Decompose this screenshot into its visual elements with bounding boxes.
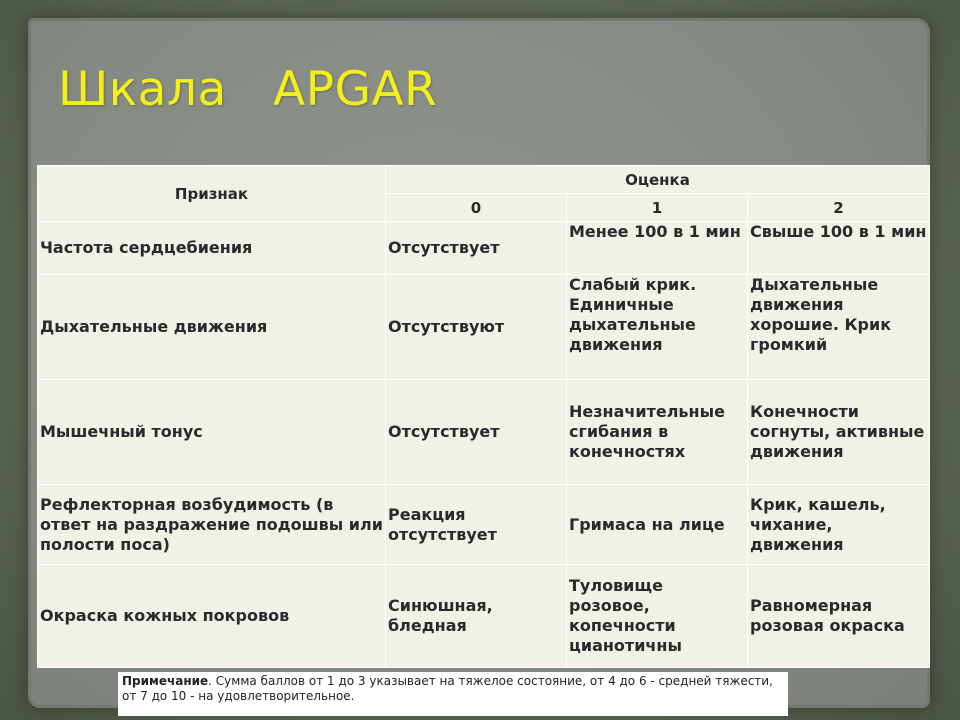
table-row [38, 380, 930, 485]
row-score-1: Туловище розовое, копечности цианотичны [567, 565, 748, 668]
row-sign: Рефлекторная возбудимость (в ответ на раздражение подошвы или полости поса) [38, 485, 386, 565]
row-sign: Дыхательные движения [38, 275, 386, 380]
note-box [118, 672, 788, 716]
row-score-0: Синюшная, бледная [386, 565, 567, 668]
header-score-2: 2 [748, 194, 930, 222]
header-score: Оценка [386, 166, 930, 194]
table-row [38, 222, 930, 275]
header-row [38, 166, 930, 194]
slide-title: Шкала APGAR [58, 62, 438, 117]
row-score-0: Отсутствуют [386, 275, 567, 380]
table-row [38, 275, 930, 380]
table-row [38, 485, 930, 565]
apgar-table [37, 165, 930, 668]
note-label: Примечание [122, 674, 209, 688]
row-score-2: Свыше 100 в 1 мин [748, 222, 930, 275]
table-row [38, 565, 930, 668]
row-score-2: Крик, кашель, чихание, движения [748, 485, 930, 565]
row-score-0: Отсутствует [386, 222, 567, 275]
row-sign: Мышечный тонус [38, 380, 386, 485]
row-score-2: Конечности согнуты, активные движения [748, 380, 930, 485]
row-score-1: Незначительные сгибания в конечностях [567, 380, 748, 485]
row-score-1: Менее 100 в 1 мин [567, 222, 748, 275]
row-score-0: Реакция отсутствует [386, 485, 567, 565]
row-sign: Частота сердцебиения [38, 222, 386, 275]
note-text: . Сумма баллов от 1 до 3 указывает на тяжелое состояние, от 4 до 6 - средней тяжести, от 7 до 10 - на удовлетворительное. [122, 674, 773, 703]
row-score-1: Гримаса на лице [567, 485, 748, 565]
row-sign: Окраска кожных покровов [38, 565, 386, 668]
header-score-0: 0 [386, 194, 567, 222]
row-score-1: Слабый крик. Единичные дыхательные движения [567, 275, 748, 380]
row-score-2: Дыхательные движения хорошие. Крик громкий [748, 275, 930, 380]
header-sign: Признак [38, 166, 386, 222]
row-score-0: Отсутствует [386, 380, 567, 485]
header-score-1: 1 [567, 194, 748, 222]
row-score-2: Равномерная розовая окраска [748, 565, 930, 668]
